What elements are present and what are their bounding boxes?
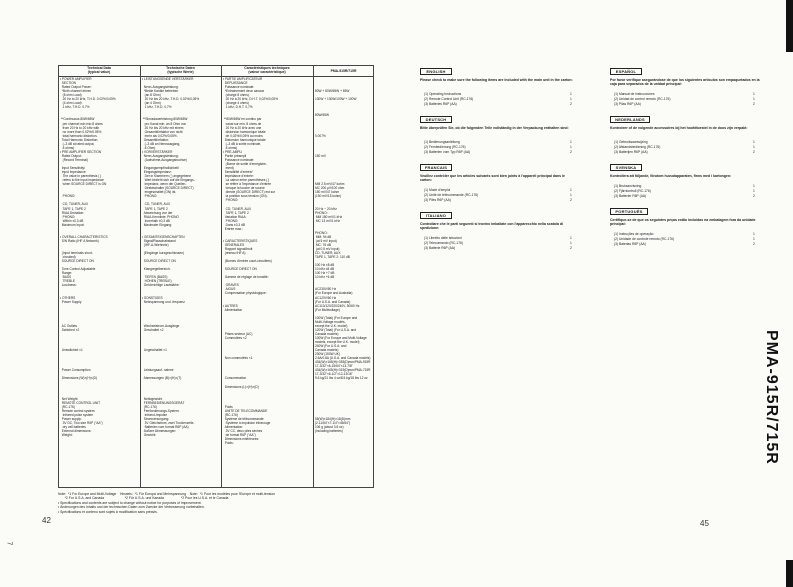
- list-item: [614, 145, 660, 149]
- item-count: 1: [753, 232, 755, 236]
- item-label: (3) Batterie R6P (AA): [424, 246, 456, 250]
- page-number-right: 45: [700, 519, 709, 528]
- lang-label-portugues: PORTUGUÊS: [610, 208, 648, 215]
- lang-label-deutsch: DEUTSCH: [420, 116, 452, 123]
- list-item: [424, 198, 451, 202]
- table-divider-1: [140, 65, 141, 488]
- item-count: 1: [570, 97, 572, 101]
- list-item: [424, 92, 461, 96]
- header-model: PMA-915R/715R: [330, 69, 357, 73]
- item-label: (3) Batteries R6P (AA): [424, 102, 457, 106]
- list-item: [424, 246, 455, 250]
- item-label: (1) Bruksanvisning: [614, 184, 642, 188]
- list-item: [424, 150, 470, 154]
- item-label: (3) Batterijen R6P (AA): [614, 150, 648, 154]
- deutsch-intro: Bitte überprüfen Sie, ob die folgenden Teile vollständig in der Verpackung enthalten sind:: [420, 126, 569, 130]
- table-border-left: [58, 65, 59, 488]
- list-item: [614, 237, 674, 241]
- model-vertical-wrapper: [762, 330, 782, 555]
- item-label: (1) Mode d'emploi: [424, 188, 451, 192]
- item-count: 1: [570, 193, 572, 197]
- item-count: 1: [570, 241, 572, 245]
- lang-label-english: ENGLISH: [420, 68, 452, 75]
- item-label: (2) Telecomando (RC-176): [424, 241, 463, 245]
- lang-label-nederlands: NEDERLANDS: [610, 116, 650, 123]
- list-item: [614, 189, 651, 193]
- item-label: (3) Batterien vom Typ R6P (AA): [424, 150, 471, 154]
- item-count: 2: [570, 102, 572, 106]
- list-item: [614, 150, 648, 154]
- table-bottom-rule: [58, 487, 374, 488]
- table-notes: [58, 492, 378, 514]
- item-count: 1: [753, 237, 755, 241]
- item-label: (2) Fjärrkontroll (RC-176): [614, 189, 651, 193]
- item-label: (1) Manual de instrucciones: [614, 92, 655, 96]
- portugues-intro: Certifique-se de que os seguintes peças estão incluídas na embalagem fora da unidade principal:: [610, 218, 756, 227]
- lang-label-espanol: ESPAÑOL: [610, 68, 642, 75]
- item-count: 2: [753, 102, 755, 106]
- list-item: [424, 236, 462, 240]
- item-label: (2) Fernbedienung (RC-176): [424, 145, 466, 149]
- item-label: (3) Batterier R6P (AA): [614, 194, 647, 198]
- list-item: [614, 184, 641, 188]
- table-divider-3: [313, 65, 314, 488]
- item-count: 1: [570, 92, 572, 96]
- item-count: 1: [753, 140, 755, 144]
- item-count: 2: [570, 150, 572, 154]
- lang-label-svenska: SVENSKA: [610, 164, 642, 171]
- model-vertical-title: PMA-915R/715R: [763, 330, 780, 465]
- item-label: (2) Unité de télécommande (RC-176): [424, 193, 479, 197]
- item-count: 1: [753, 145, 755, 149]
- table-divider-2: [221, 65, 222, 488]
- item-count: 2: [753, 242, 755, 246]
- spec-column-values: 80W + 80W/65W + 65W 130W + 130W/100W + 100W 80W/65W 0.007% 150 mV MM 2.5 mV/47 kohm MC 200 μV/100 ohm 150 mV/47 kohm (150 mV/15 kohm) 20 Hz ~ 20 kHz PHONO: MM 180 mV/1 kHz MC 13 mV/1 kHz PHONO: MM: 94 dB (at 5 mV input) MC: 76 dB (at 0.5 mV input) CD, TUNER, AUX TAPE 1, TAPE 2: 110 dB 100 Hz ±8 dB 10 kHz ±8 dB 100 Hz +7 dB 10 kHz +6 dB AC230V/50 Hz (For Europe and Australia) AC120V/60 Hz (For U.S.A. and Canada) AC110/120/220/240V, 50/60 Hz (For Multivoltage) 100W (Total) (For Europe and Multi-Voltage models, except the U.K. model) 120W (Total) (For U.S.A. and Canada models) 100W (For Europe and Multi-Voltage models, except the U.K. model) 240W (For U.S.A. and Canada models) 230W (150W UK) 2.6A/0.8A (U.S.A. and Canada models) 434(W)×165(H)×353(D)mm/PMA-915R 17-3/32"×6-15/64"×13-7/8" 434(W)×165(H)×319(D)mm/PMA-715R 17-3/32"×6-1/2"×12-13/16" 9.6 kg/21 lbs 4 oz/8.5 kg/18 lbs 12 oz 55(W)×184(H)×18(D)mm (2-11/64"×7-1/4"×45/64") 106 g (about 3.8 oz) (including batteries): [315, 89, 371, 434]
- item-label: (2) Afstandsbediening (RC-176): [614, 145, 661, 149]
- item-label: (2) Remote Control Unit (RC-176): [424, 97, 474, 101]
- list-item: [424, 145, 466, 149]
- francais-intro: Veuillez contrôler que les articles suivants sont bien joints à l'appareil principal dans le carton:: [420, 174, 565, 183]
- list-item: [614, 242, 646, 246]
- item-label: (1) Instruções de operação: [614, 232, 654, 236]
- edge-bar-bottom: [786, 560, 793, 587]
- list-item: [424, 193, 478, 197]
- item-count: 1: [570, 188, 572, 192]
- note-line: • Specifications and contents are subject to change without notice for purposes of improvement.: [58, 500, 202, 505]
- item-label: (1) Libretto delle istruzioni: [424, 236, 462, 240]
- header-technische-daten: Technische Daten (typische Werte): [166, 66, 195, 74]
- margin-mark: 7: [5, 541, 13, 546]
- accessories-section: [420, 68, 760, 358]
- note-line: • Änderungen des Inhalts und der technischen Daten zum Zwecke der Verbesserung vorbehalten.: [58, 505, 205, 510]
- note-line: • Spécifications et contenu sont sujets à modification sans préavis.: [58, 509, 158, 514]
- item-label: (1) Operating Instructions: [424, 92, 462, 96]
- item-label: (2) Unidad de control remoto (RC-176): [614, 97, 671, 101]
- list-item: [614, 92, 655, 96]
- header-technical-data: Technical Data (typical value): [87, 66, 111, 74]
- edge-bar-top: [786, 0, 793, 52]
- list-item: [424, 140, 460, 144]
- item-count: 2: [753, 194, 755, 198]
- item-count: 1: [753, 189, 755, 193]
- lang-label-francais: FRANCAIS: [420, 164, 452, 171]
- table-border-right: [373, 65, 374, 488]
- list-item: [424, 97, 473, 101]
- item-label: (2) Unidade de controle remoto (RC-176): [614, 237, 675, 241]
- note-line: *2 For U.S.A. and Canada *2 Für U.S.A. und Kanada *2 Pour les U.S.A. et le Canada: [58, 496, 229, 501]
- page-number-left: 42: [42, 516, 51, 525]
- spec-column-french: • PARTIE AMPLIFICATEUR DEPUISSANCE Puissance nominale: *Entraînement deux canaux (charge 8 ohms) 20 Hz à 20 kHz, D.H.T. 0,02%/0,05% (charge 4 ohms) 1 kHz, D.H.T. 0,7% **80W/65W en continu par canal sur min. 8 ohms de 20 Hz à 20 kHz avec une distorsion harmonique totale de 0,02%/0,05% au moins Distorsion harmonique totale: (–3 dB à sortie nominale, 8 ohms) • PRE-AMPLI Partie préampli Puissance nominale: (Borne de sortie d'enregistre- ment) Sensibilité d'entrée/ Impédance d'entrée: La valeur entre parenthèses ( ) se réfère à l'impédance d'entrée lorsque la touche de source directe (SOURCE DIRECT) est sur la position sous tension (ON). PHONO: CD, TUNER, AUX TAPE 1, TAPE 2 Variation RIAA: PHONO: Dans ±0,3 dB Entrée max.: • CARACTERISTIQUES GENERALES Rapport signal/bruit (réseau IHF A) (Bornes d'entrée court-circuitées) SOURCE DIRECT ON Gamme de réglage de tonalité: GRAVES AIGUS Compensation physiologique: • AUTRES Alimentation Prises secteur (AC) Commutées ×2 Non commutées ×1 Consommation Dimensions (L)×(H)×(D) Poids UNITE DE TELECOMMANDE (RC-176) Système de télécommande: Système à impulsion infrarouge Alimentation: 3V CC, deux piles sèches de format R6P ("AA") Dimensions extérieures: Poids:: [223, 77, 278, 446]
- svenska-intro: Kontrollera att följande, förutom huvudapparaten, finns med i kartongen:: [610, 174, 732, 178]
- spec-column-german: • LEISTUNGSENDE VERSTÄRKER Nenn-Ausgangsleistung: *Beide Kanäle betrieben (an 8 Ohm) 20 Hz bis 20 kHz, T.H.D. 0,02%/0,05% (an 4 Ohm) 1 kHz, T.H.D. 0,7% **Sinusdauerleistung 80W/65W pro Kanal min. an 8 Ohm von 20 Hz bis 20 kHz mit einem Gesamtklirrfaktor von nicht mehr als 0,02%/0,05%. Gesamtklirrfaktor: (–3 dB an Nennausgang, 8 Ohm) • VORVERSTÄRKER Nenn-Ausgangsleistung: (Aufnahme-Ausgangsbuchse) Eingangsempfindlichkeit/ Eingangsimpedanz: Der in Klammern ( ) angegebene Wert bezieht sich auf die Eingangs- impedanz, wenn der Quellen- Direktschalter (SOURCE DIRECT) eingeschaltet (ON) ist. PHONO: CD, TUNER, AUX TAPE 1, TAPE 2 Abweichung von der RIAA-Kennlinie: PHONO Innerhalb ±0,3 dB Maximaler Eingang: • GESAMTEIGENSCHAFTEN Signal/Rauschabstand (IHF-A-Wiehnetz) (Eingänge kurzgeschlossen) SOURCE DIRECT ON Klangregelbereich: TIEFEN (BASS) HÖHEN (TREBLE) Gehörrichtige Lautstärke: • SONSTIGES Netzspannung und -frequenz Wechselstrom-Ausgänge Geschaltet ×2 Ungeschaltet ×1 Leistungsauf- nahme Abmessungen (B)×(H)×(T) Nettogewicht FERNBEDIENUNGSGERÄT (RC-176) Fernbedienungs-System: Infrarot-Impulse Stromversorgung: 3V Gleichstrom, zwei Trockenzelle- Batterien vom format R6P (AA) Äußere Abmessungen: Gewicht:: [142, 77, 200, 438]
- list-item: [614, 194, 646, 198]
- list-item: [614, 232, 653, 236]
- item-count: 2: [753, 150, 755, 154]
- item-label: (3) Pilas R6P (AA): [614, 102, 641, 106]
- item-count: 1: [570, 236, 572, 240]
- item-label: (1) Bedienungsanleitung: [424, 140, 460, 144]
- lang-label-italiano: ITALIANO: [420, 212, 452, 219]
- item-count: 1: [570, 145, 572, 149]
- item-count: 1: [753, 184, 755, 188]
- list-item: [424, 241, 463, 245]
- item-count: 1: [570, 140, 572, 144]
- spec-column-english: • POWER AMPLIFIER SECTION Rated Output Power: *Both channel driven (8 ohm Load) 20 Hz to 20 kHz, T.H.D. 0.02%/0.05% (4 ohm Load) 1 kHz, T.H.D. 0.7% **Continuous 80W/65W per channel min into 8 ohms from 20 Hz to 20 kHz with no more than 0.02%/0.05% total harmonic distortion. Total Harmonic Distortion: (–3 dB at rated output, 8 ohms) • PRE AMPLIFIER SECTION Rated Output: (Record Terminal) Input Sensitivity/ Input Impedance: The value in parenthesis ( ) refers to the input impedance when SOURCE DIRECT is ON PHONO: CD, TUNER, AUX TAPE 1, TAPE 2 RIAA Deviation: PHONO: Within ±0.3 dB Maximum Input: • OVERALL CHARACTERISTICS S/N Ratio (IHF A Network) (Input terminals short- circuited) SOURCE DIRECT ON Tone Control Adjustable Range: BASS TREBLE Loudness: • OTHERS Power Supply AC Outlets Switched ×2 Unswitched ×1 Power Consumption Dimensions (W)×(H)×(D) Net Weight REMOTE CONTROL UNIT (RC-176) Remote control system: Infrared pulse system Power supply: 3V DC, Two size R6P ("AA") dry cell batteries External dimensions: Weight:: [60, 77, 116, 438]
- item-count: 1: [753, 97, 755, 101]
- italiano-intro: Controllare che le parti seguenti si trovino imballate con l'apparecchio nella scatola di spedizione:: [420, 222, 564, 231]
- english-intro: Please check to make sure the following items are included with the main unit in the carton:: [420, 78, 573, 82]
- item-count: 1: [753, 92, 755, 96]
- list-item: [424, 102, 457, 106]
- header-caracteristiques: Caractéristiques techniques (valeur caractéristique): [244, 66, 290, 74]
- espanol-intro: Por favor verifique asegurándose de que los siguientes artículos son empaquetados en la caja para separados de la unidad principal:: [610, 78, 760, 87]
- note-line: Note: *1 For Europe and Multi-Voltage Hinweis: *1 Für Europa und Mehrspannung Note: *1 Pour les modèles pour l'Europe et multi-tension: [58, 492, 276, 496]
- item-label: (3) Piles R6P (AA): [424, 198, 451, 202]
- item-count: 2: [570, 198, 572, 202]
- list-item: [614, 102, 641, 106]
- nederlands-intro: Kontroleer of de volgende accessoires bij het hoofdtoestel in de doos zijn verpakt:: [610, 126, 748, 130]
- item-label: (3) Baterias R6P (AA): [614, 242, 646, 246]
- list-item: [424, 188, 450, 192]
- list-item: [614, 97, 670, 101]
- spec-table: [58, 65, 374, 488]
- item-label: (1) Gebruiksaanwijzing: [614, 140, 648, 144]
- item-count: 2: [570, 246, 572, 250]
- list-item: [614, 140, 648, 144]
